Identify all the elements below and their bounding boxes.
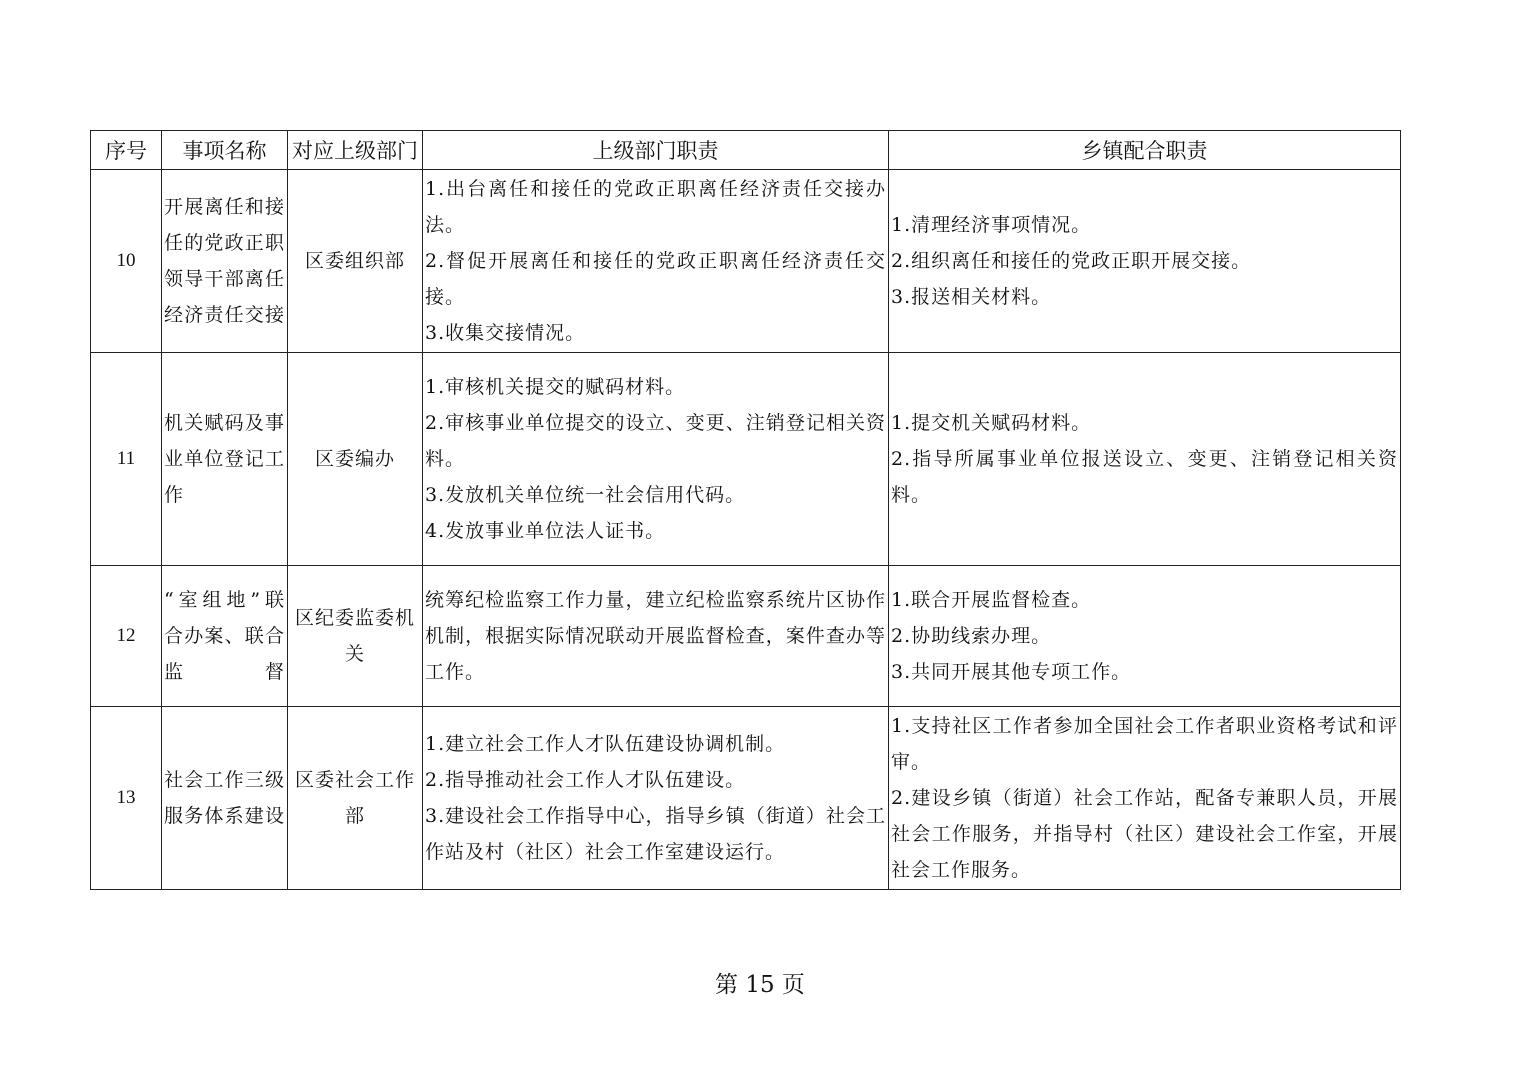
row-upper-dept: 区委社会工作部 (288, 707, 423, 890)
row-upper-dept: 区委编办 (288, 353, 423, 566)
header-upper-dept: 对应上级部门 (288, 131, 423, 170)
header-row (91, 131, 1401, 170)
duty-line: 1.出台离任和接任的党政正职离任经济责任交接办法。 (425, 178, 886, 236)
duty-line: 统筹纪检监察工作力量，建立纪检监察系统片区协作机制，根据实际情况联动开展监督检查，案件查办等工作。 (425, 589, 886, 683)
duties-table (90, 130, 1401, 890)
row-upper-duty (423, 566, 889, 707)
duty-line: 2.督促开展离任和接任的党政正职离任经济责任交接。 (425, 250, 886, 308)
duty-line: 1.清理经济事项情况。 (891, 214, 1092, 236)
duty-line: 2.组织离任和接任的党政正职开展交接。 (891, 250, 1252, 272)
row-seq: 12 (91, 566, 162, 707)
duty-line: 1.提交机关赋码材料。 (891, 412, 1092, 434)
row-upper-duty (423, 707, 889, 890)
row-town-duty (889, 170, 1401, 353)
page-number: 第 15 页 (715, 972, 805, 998)
duty-line: 3.共同开展其他专项工作。 (891, 661, 1132, 683)
row-item-name: “室组地”联合办案、联合监督 (162, 566, 288, 707)
row-town-duty (889, 707, 1401, 890)
duty-line: 3.报送相关材料。 (891, 286, 1052, 308)
duty-line: 1.联合开展监督检查。 (891, 589, 1092, 611)
row-town-duty (889, 566, 1401, 707)
table-row (91, 566, 1401, 707)
row-upper-dept: 区委组织部 (288, 170, 423, 353)
duty-line: 1.建立社会工作人才队伍建设协调机制。 (425, 733, 786, 755)
row-upper-duty (423, 170, 889, 353)
row-seq: 10 (91, 170, 162, 353)
header-item-name: 事项名称 (162, 131, 288, 170)
row-upper-duty (423, 353, 889, 566)
header-town-duty: 乡镇配合职责 (889, 131, 1401, 170)
row-item-name: 社会工作三级服务体系建设 (162, 707, 288, 890)
row-seq: 13 (91, 707, 162, 890)
duty-line: 3.发放机关单位统一社会信用代码。 (425, 484, 746, 506)
duty-line: 3.建设社会工作指导中心，指导乡镇（街道）社会工作站及村（社区）社会工作室建设运行。 (425, 805, 886, 863)
duty-line: 4.发放事业单位法人证书。 (425, 520, 666, 542)
row-upper-dept: 区纪委监委机关 (288, 566, 423, 707)
table-row (91, 353, 1401, 566)
row-item-name: 开展离任和接任的党政正职领导干部离任经济责任交接 (162, 170, 288, 353)
header-upper-duty: 上级部门职责 (423, 131, 889, 170)
duty-line: 2.指导推动社会工作人才队伍建设。 (425, 769, 746, 791)
duty-line: 2.审核事业单位提交的设立、变更、注销登记相关资料。 (425, 412, 886, 470)
duty-line: 1.支持社区工作者参加全国社会工作者职业资格考试和评审。 (891, 715, 1398, 773)
duty-line: 2.指导所属事业单位报送设立、变更、注销登记相关资料。 (891, 448, 1398, 506)
row-seq: 11 (91, 353, 162, 566)
row-item-name: 机关赋码及事业单位登记工作 (162, 353, 288, 566)
header-seq: 序号 (91, 131, 162, 170)
table-row (91, 170, 1401, 353)
row-town-duty (889, 353, 1401, 566)
duty-line: 2.协助线索办理。 (891, 625, 1052, 647)
duty-line: 1.审核机关提交的赋码材料。 (425, 376, 686, 398)
duty-line: 3.收集交接情况。 (425, 322, 586, 344)
table-row (91, 707, 1401, 890)
duty-line: 2.建设乡镇（街道）社会工作站，配备专兼职人员，开展社会工作服务，并指导村（社区）建设社会工作室，开展社会工作服务。 (891, 787, 1398, 881)
